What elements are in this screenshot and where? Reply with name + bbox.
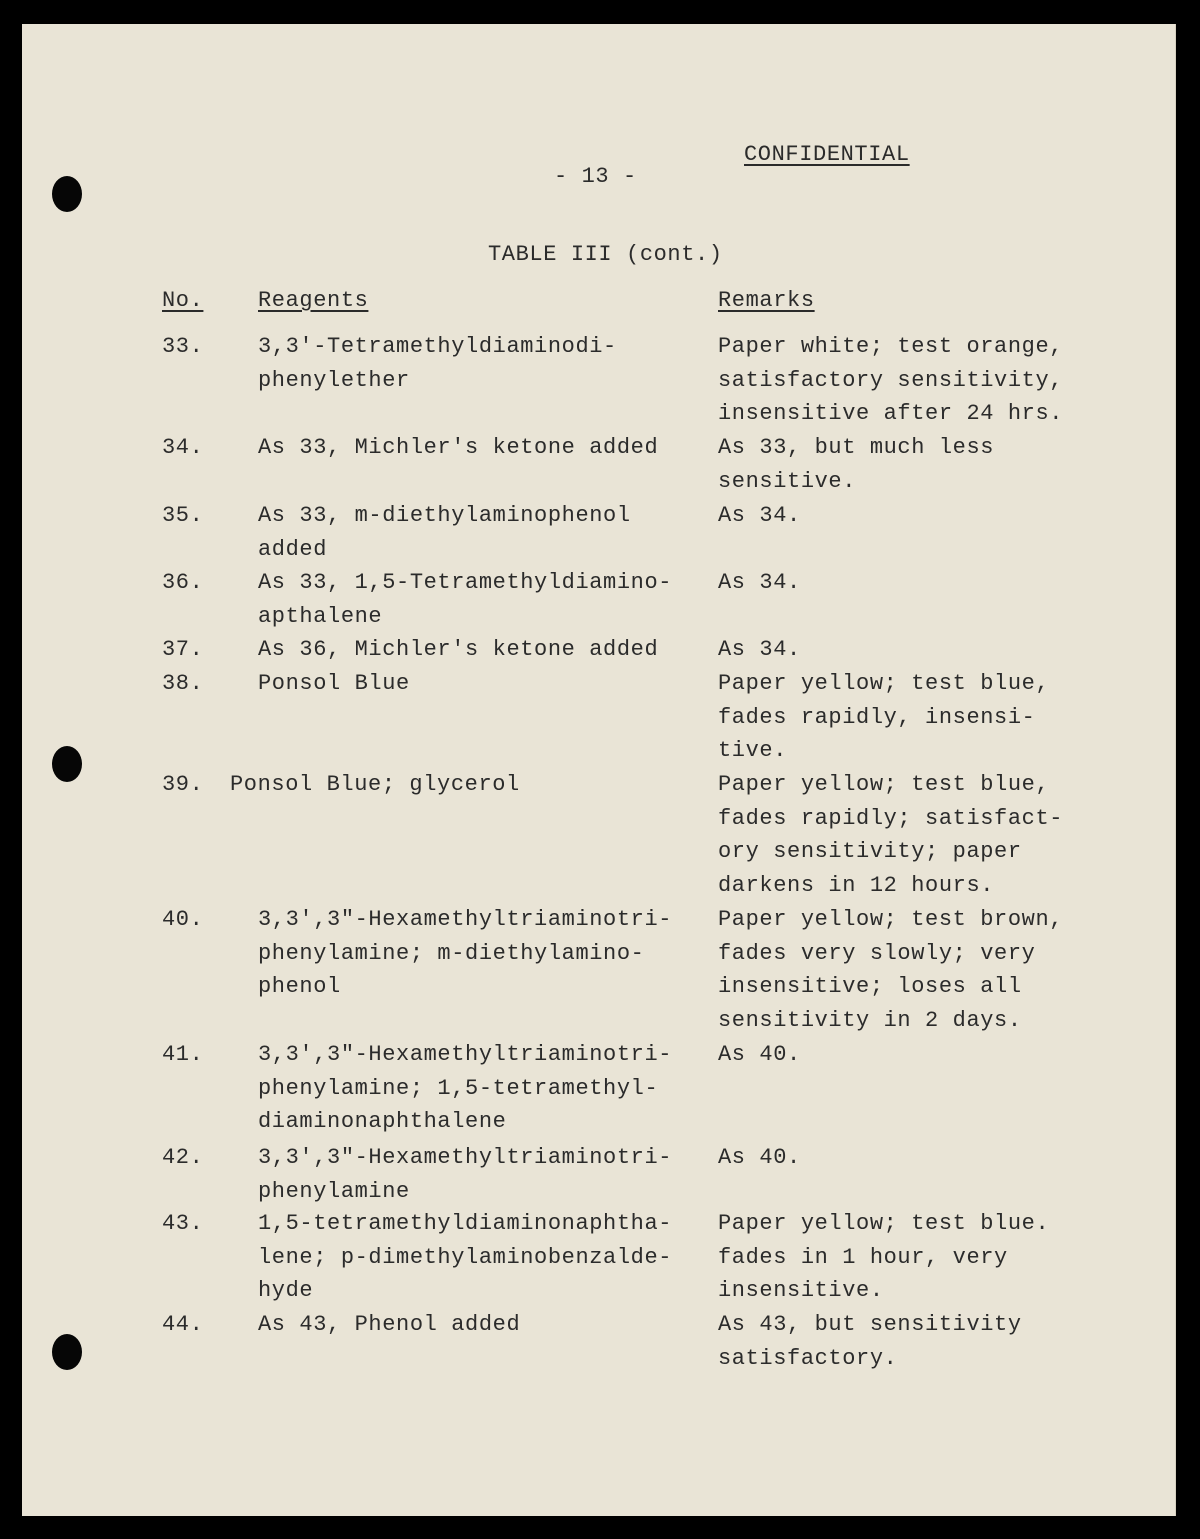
row-remarks: Paper white; test orange, satisfactory sensitivity, insensitive after 24 hrs. (718, 334, 1064, 427)
row-number: 33. (162, 334, 204, 359)
row-remarks: As 40. (718, 1145, 801, 1170)
row-reagents: As 36, Michler's ketone added (258, 637, 659, 662)
row-remarks: Paper yellow; test blue, fades rapidly; satisfact- ory sensitivity; paper darkens in 12 hours. (718, 772, 1064, 898)
row-remarks: Paper yellow; test blue, fades rapidly, insensi- tive. (718, 671, 1050, 764)
row-reagents: 3,3'-Tetramethyldiaminodi- phenylether (258, 334, 617, 393)
row-reagents: 3,3',3"-Hexamethyltriaminotri- phenylamine; m-diethylamino- phenol (258, 907, 673, 1000)
binder-hole-middle (52, 746, 82, 782)
row-reagents: 1,5-tetramethyldiaminonaphtha- lene; p-dimethylaminobenzalde- hyde (258, 1211, 673, 1304)
binder-hole-bottom (52, 1334, 82, 1370)
row-remarks: As 34. (718, 503, 801, 528)
row-number: 43. (162, 1211, 204, 1236)
row-reagents: 3,3',3"-Hexamethyltriaminotri- phenylamine; 1,5-tetramethyl- diaminonaphthalene (258, 1042, 673, 1135)
row-number: 42. (162, 1145, 204, 1170)
document-page (22, 24, 1176, 1516)
row-reagents: As 43, Phenol added (258, 1312, 521, 1337)
row-remarks: As 34. (718, 637, 801, 662)
table-title: TABLE III (cont.) (488, 242, 723, 267)
row-reagents: Ponsol Blue (258, 671, 410, 696)
row-remarks: As 40. (718, 1042, 801, 1067)
column-header-no: No. (162, 288, 204, 313)
row-reagents: Ponsol Blue; glycerol (230, 772, 520, 797)
row-reagents: As 33, 1,5-Tetramethyldiamino- apthalene (258, 570, 673, 629)
row-number: 37. (162, 637, 204, 662)
row-number: 34. (162, 435, 204, 460)
row-reagents: As 33, Michler's ketone added (258, 435, 659, 460)
row-number: 38. (162, 671, 204, 696)
column-header-reagents: Reagents (258, 288, 369, 313)
classification-label: CONFIDENTIAL (744, 142, 910, 167)
row-remarks: Paper yellow; test brown, fades very slowly; very insensitive; loses all sensitivity in 2 days. (718, 907, 1064, 1033)
row-remarks: Paper yellow; test blue. fades in 1 hour, very insensitive. (718, 1211, 1050, 1304)
row-remarks: As 34. (718, 570, 801, 595)
row-number: 40. (162, 907, 204, 932)
row-remarks: As 43, but sensitivity satisfactory. (718, 1312, 1022, 1371)
row-reagents: 3,3',3"-Hexamethyltriaminotri- phenylamine (258, 1145, 673, 1204)
column-header-remarks: Remarks (718, 288, 815, 313)
binder-hole-top (52, 176, 82, 212)
row-reagents: As 33, m-diethylaminophenol added (258, 503, 631, 562)
row-number: 41. (162, 1042, 204, 1067)
row-number: 36. (162, 570, 204, 595)
page-number: - 13 - (554, 164, 637, 189)
row-number: 35. (162, 503, 204, 528)
row-number: 44. (162, 1312, 204, 1337)
row-remarks: As 33, but much less sensitive. (718, 435, 995, 494)
row-number: 39. (162, 772, 204, 797)
